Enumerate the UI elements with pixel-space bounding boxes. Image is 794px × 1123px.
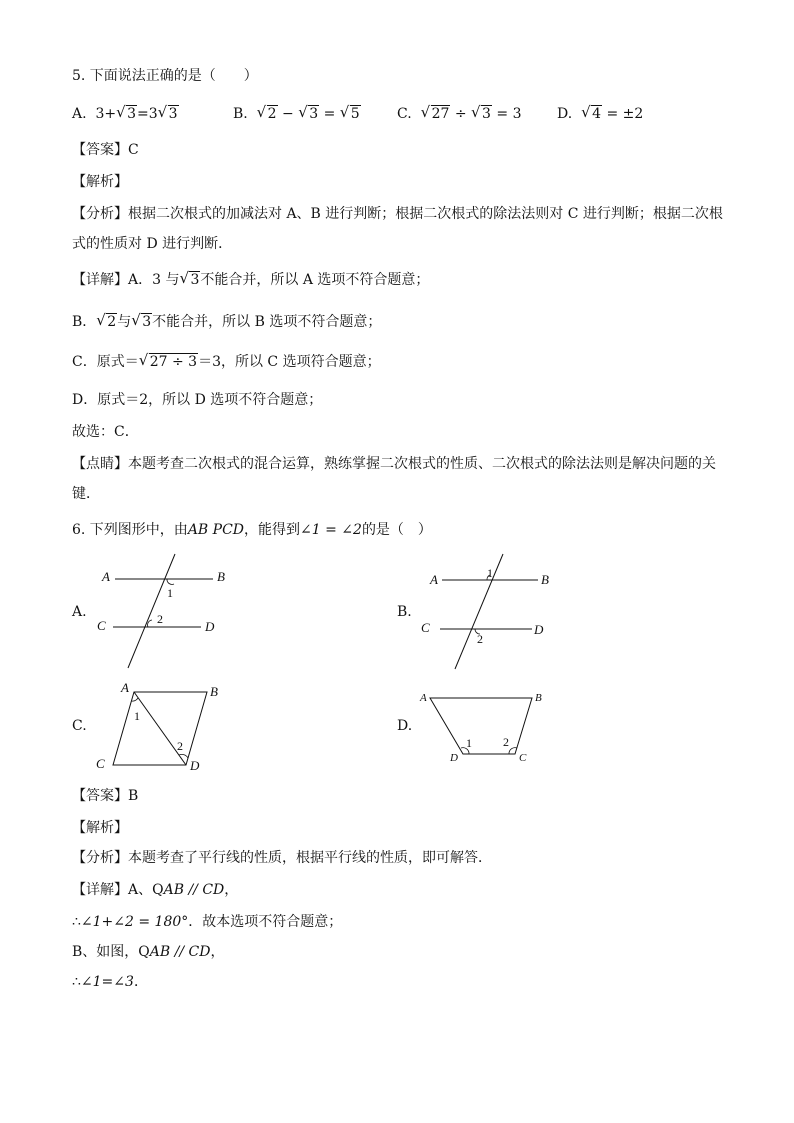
- point-d: D: [450, 752, 458, 764]
- point-d: D: [190, 758, 200, 773]
- q5-detail-a: 【详解】A．3 与√ 3不能合并，所以 A 选项不符合题意；: [72, 270, 429, 290]
- figure-b-diagram: [420, 550, 560, 675]
- point-b: B: [535, 692, 542, 704]
- point-a: A: [420, 692, 427, 704]
- q5-remark-line1: 【点睛】本题考查二次根式的混合运算，熟练掌握二次根式的性质、二次根式的除法法则是解决问题的关: [72, 456, 716, 472]
- point-c: C: [97, 618, 106, 633]
- q5-analysis-line1: 【分析】根据二次根式的加减法对 A、B 进行判断；根据二次根式的除法法则对 C 进行判断；根据二次根: [72, 206, 723, 222]
- q5-answer: 【答案】C: [72, 142, 139, 158]
- angle-1-arc: [167, 579, 174, 584]
- angle-2-label: 2: [177, 739, 183, 753]
- angle-2-arc: [148, 620, 152, 627]
- transversal: [128, 554, 175, 668]
- q5-detail-b: B．√ 2与√ 3不能合并，所以 B 选项不符合题意；: [72, 312, 381, 332]
- point-a: A: [121, 680, 129, 695]
- figure-c-label: C.: [72, 718, 87, 734]
- point-d: D: [534, 622, 544, 637]
- q6-detail-line2: ∴∠1+∠2 = 180°．故本选项不符合题意；: [72, 914, 343, 930]
- q6-answer: 【答案】B: [72, 788, 139, 804]
- q5-remark-line2: 键．: [72, 486, 100, 502]
- q5-option-c: C. √ 27 ÷ √ 3 = 3: [397, 104, 522, 124]
- q5-option-d: D. √ 4 = ±2: [557, 104, 643, 124]
- q6-analysis: 【分析】本题考查了平行线的性质，根据平行线的性质，即可解答．: [72, 850, 492, 866]
- point-a: A: [102, 569, 110, 584]
- point-b: B: [210, 684, 218, 699]
- q5-detail-c: C．原式＝√ 27 ÷ 3＝3，所以 C 选项符合题意；: [72, 352, 381, 372]
- angle-2-label: 2: [477, 632, 483, 646]
- q5-stem: 5. 下面说法正确的是（ ）: [72, 68, 258, 84]
- q5-option-b: B. √ 2 − √ 3 = √ 5: [233, 104, 361, 124]
- transversal: [455, 554, 503, 669]
- q6-stem: 6. 下列图形中，由AB PCD，能得到∠1 = ∠2的是（ ）: [72, 522, 432, 538]
- angle-2-label: 2: [157, 612, 163, 626]
- q6-jiexi-heading: 【解析】: [72, 820, 128, 836]
- figure-a-diagram: [95, 550, 235, 675]
- point-c: C: [96, 756, 105, 771]
- q6-detail-line4: ∴∠1=∠3．: [72, 974, 148, 990]
- figure-c-diagram: [90, 680, 230, 775]
- q5-detail-d: D．原式＝2，所以 D 选项不符合题意；: [72, 392, 323, 408]
- q5-conclusion: 故选：C．: [72, 424, 139, 440]
- q5-option-a: A. 3+√ 3=3√ 3: [72, 104, 179, 124]
- angle-1-label: 1: [487, 566, 493, 580]
- trapezoid: [430, 698, 532, 754]
- angle-1-label: 1: [466, 736, 472, 750]
- angle-2-label: 2: [503, 735, 509, 749]
- angle-1-label: 1: [167, 586, 173, 600]
- point-a: A: [430, 572, 438, 587]
- point-d: D: [205, 619, 215, 634]
- q5-jiexi-heading: 【解析】: [72, 174, 128, 190]
- diagonal-ad: [134, 692, 186, 765]
- figure-a-label: A.: [72, 604, 87, 620]
- point-c: C: [421, 620, 430, 635]
- point-b: B: [217, 569, 225, 584]
- angle-1-label: 1: [134, 709, 140, 723]
- q6-detail-line1: 【详解】A、QAB // CD，: [72, 882, 239, 898]
- figure-d-diagram: [418, 685, 553, 765]
- q6-detail-line3: B、如图，QAB // CD，: [72, 944, 225, 960]
- figure-b-label: B.: [397, 604, 412, 620]
- q5-analysis-line2: 式的性质对 D 进行判断．: [72, 236, 233, 252]
- figure-d-label: D.: [397, 718, 413, 734]
- point-b: B: [541, 572, 549, 587]
- point-c: C: [519, 752, 527, 764]
